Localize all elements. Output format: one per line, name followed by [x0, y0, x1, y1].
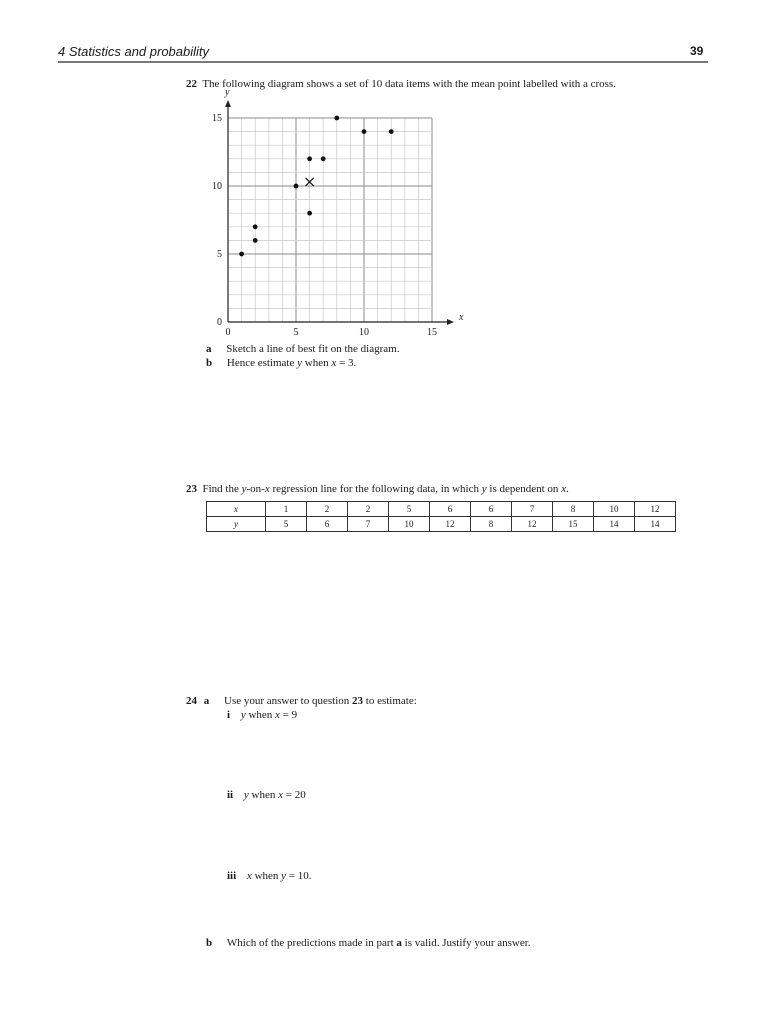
data-point — [307, 156, 312, 161]
data-table — [206, 501, 676, 532]
table-cell: 5 — [389, 502, 430, 517]
table-row — [207, 517, 676, 532]
question-22-text: The following diagram shows a set of 10 data items with the mean point labelled with a cross. — [202, 78, 616, 90]
part-text: Which of the predictions made in part a is valid. Justify your answer. — [226, 937, 531, 949]
question-22-part-a — [206, 342, 399, 356]
table-cell: 7 — [348, 517, 389, 532]
table-cell: 10 — [594, 502, 635, 517]
header-divider — [58, 61, 708, 63]
table-cell: 1 — [266, 502, 307, 517]
page-number: 39 — [690, 44, 704, 58]
part-label: b — [206, 357, 213, 369]
x-tick-label: 10 — [359, 327, 369, 338]
part-text: Sketch a line of best fit on the diagram. — [226, 343, 400, 355]
table-cell: 2 — [348, 502, 389, 517]
question-23-text: Find the y-on-x regression line for the following data, in which y is dependent on x. — [202, 483, 569, 495]
table-cell: 12 — [635, 502, 676, 517]
plot-axes — [225, 100, 454, 325]
scatter-plot — [190, 87, 480, 341]
subpart-text: y when x = 9 — [240, 709, 298, 721]
question-22-number: 22 — [186, 78, 197, 90]
table-cell: 6 — [430, 502, 471, 517]
question-24-subpart-ii — [227, 788, 306, 802]
table-cell: 2 — [307, 502, 348, 517]
y-tick-label: 10 — [212, 181, 222, 192]
data-point — [307, 211, 312, 216]
table-cell: 12 — [430, 517, 471, 532]
question-22 — [186, 77, 616, 91]
data-point — [334, 116, 339, 121]
row-header: x — [207, 502, 266, 517]
y-axis-arrow — [225, 100, 231, 107]
data-point — [253, 224, 258, 229]
part-text: Hence estimate y when x = 3. — [226, 357, 357, 369]
table-cell: 6 — [471, 502, 512, 517]
data-point — [253, 238, 258, 243]
table-cell: 8 — [471, 517, 512, 532]
x-axis-label: x — [459, 312, 464, 323]
question-23 — [186, 482, 569, 496]
question-24-number: 24 — [186, 695, 197, 707]
question-23-number: 23 — [186, 483, 197, 495]
subpart-text: y when x = 20 — [243, 789, 306, 801]
data-point — [362, 129, 367, 134]
x-tick-label: 0 — [225, 327, 231, 338]
table-cell: 14 — [635, 517, 676, 532]
table-cell: 15 — [553, 517, 594, 532]
row-header: y — [207, 517, 266, 532]
table-cell: 5 — [266, 517, 307, 532]
table-cell: 14 — [594, 517, 635, 532]
data-point — [294, 184, 299, 189]
subpart-label: iii — [227, 870, 237, 882]
table-row — [207, 502, 676, 517]
y-tick-label: 15 — [212, 113, 222, 124]
data-point — [239, 252, 244, 257]
x-tick-label: 5 — [293, 327, 299, 338]
y-tick-label: 0 — [217, 317, 222, 328]
subpart-label: i — [227, 709, 231, 721]
question-24-subpart-iii — [227, 869, 312, 883]
plot-tick-labels — [212, 87, 464, 338]
table-cell: 12 — [512, 517, 553, 532]
x-tick-label: 15 — [427, 327, 437, 338]
part-label: a — [203, 695, 210, 707]
table-cell: 6 — [307, 517, 348, 532]
y-tick-label: 5 — [217, 249, 222, 260]
data-point — [389, 129, 394, 134]
part-label: a — [206, 343, 212, 355]
question-24-part-a — [186, 694, 417, 708]
y-axis-label: y — [225, 87, 230, 98]
chapter-title: 4 Statistics and probability — [58, 44, 210, 59]
part-label: b — [206, 937, 213, 949]
table-cell: 8 — [553, 502, 594, 517]
subpart-label: ii — [227, 789, 234, 801]
question-24-part-b — [206, 936, 531, 950]
part-text: Use your answer to question 23 to estimate: — [224, 695, 417, 707]
question-24-subpart-i — [227, 708, 297, 722]
question-22-part-b — [206, 356, 356, 370]
plot-grid — [228, 118, 432, 322]
data-point — [321, 156, 326, 161]
table-cell: 7 — [512, 502, 553, 517]
table-cell: 10 — [389, 517, 430, 532]
subpart-text: x when y = 10. — [246, 870, 312, 882]
x-axis-arrow — [447, 319, 454, 325]
